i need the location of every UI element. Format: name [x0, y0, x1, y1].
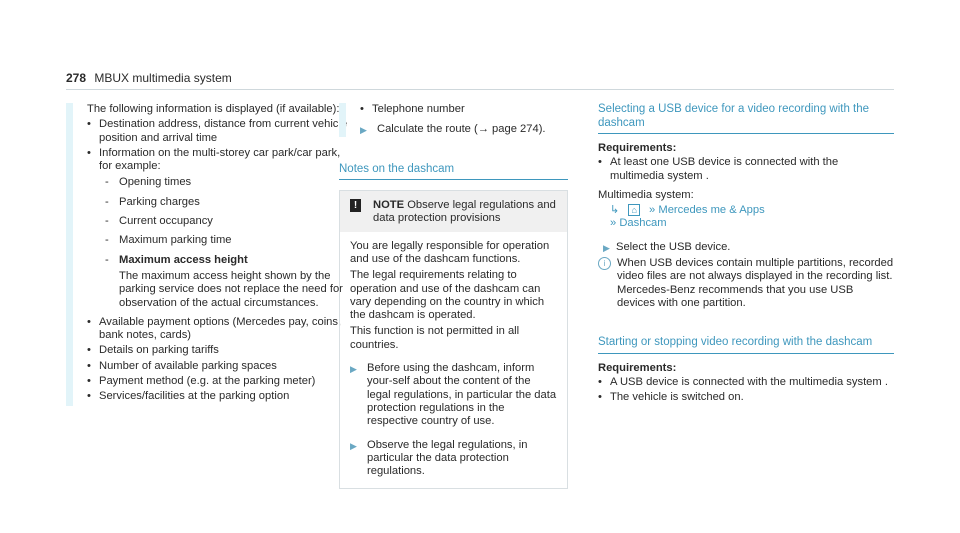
- max-height-desc: The maximum access height shown by the parking service does not replace the need for observation of the actual circumstances.: [119, 269, 343, 309]
- step-text: Calculate the route (→ page 274).: [377, 123, 546, 136]
- usb-section-title: Selecting a USB device for a video recording with the dashcam: [598, 103, 894, 134]
- path-arrow-icon: ↳: [610, 204, 620, 217]
- step-calc-route: [360, 123, 568, 136]
- step-arrow-icon: ▶: [603, 242, 610, 253]
- requirements-list: [598, 156, 894, 183]
- step-text: Select the USB device.: [616, 240, 731, 253]
- dashcam-notes-column: [339, 103, 568, 489]
- continuation-block: [339, 103, 568, 137]
- chevron-right-icon: »: [649, 204, 656, 217]
- info-text: When USB devices contain multiple partitions, recorded video files are not always displayed in the recording list. Mercedes-Benz recommends that you use USB devices with one partition.: [617, 257, 894, 309]
- step-select-usb: [598, 241, 894, 254]
- home-icon: ⌂: [628, 204, 639, 216]
- info-list: [87, 118, 349, 403]
- requirements-label: Requirements:: [598, 142, 677, 154]
- page-header: [66, 72, 232, 85]
- list-item: • A USB device is connected with the multimedia system .: [598, 376, 894, 389]
- menu-path-line2: [598, 217, 894, 230]
- sub-list-item: [105, 254, 349, 310]
- sub-list-item: - Maximum parking time: [105, 234, 349, 247]
- list-item: • At least one USB device is connected with the multimedia system .: [598, 156, 894, 183]
- note-text: Observe legal regulations and data protection provisions: [373, 199, 556, 225]
- recording-section-title: Starting or stopping video recording with the dashcam: [598, 336, 894, 354]
- max-height-heading: - Maximum access height: [119, 253, 248, 266]
- step-arrow-icon: ▶: [360, 125, 367, 136]
- step-arrow-icon: ▶: [350, 440, 357, 451]
- list-item: • Details on parking tariffs: [87, 344, 349, 357]
- step-text: Observe the legal regulations, in particular the data protection regulations.: [367, 438, 528, 478]
- step-arrow-icon: ▶: [350, 364, 357, 375]
- note-step: [350, 362, 557, 428]
- list-item: • Services/facilities at the parking option: [87, 390, 349, 403]
- list-item: • Available payment options (Mercedes pay, coins, bank notes, cards): [87, 316, 349, 343]
- note-paragraph: This function is not permitted in all countries.: [350, 325, 520, 351]
- note-body: [340, 232, 567, 489]
- menu-item-mercedes-me: Mercedes me & Apps: [658, 204, 765, 217]
- menu-path: [598, 204, 894, 217]
- requirements-list: [598, 376, 894, 405]
- sub-list-item: - Current occupancy: [105, 215, 349, 228]
- list-item: [87, 147, 349, 310]
- note-paragraph: You are legally responsible for operation and use of the dashcam functions.: [350, 239, 550, 265]
- note-step: [350, 439, 557, 479]
- note-paragraph: The legal requirements relating to operation and use of the dashcam can vary depending on the country in which the dashcam is operated.: [350, 269, 545, 322]
- note-header: [340, 191, 567, 232]
- note-box: [339, 190, 568, 489]
- multimedia-label: Multimedia system:: [598, 188, 694, 201]
- warning-icon: !: [350, 199, 361, 212]
- note-label: NOTE: [373, 199, 405, 212]
- list-item: • Telephone number: [360, 103, 568, 116]
- header-divider: [66, 89, 894, 90]
- info-icon: i: [598, 257, 611, 270]
- continuation-list: [360, 103, 568, 116]
- list-item-text: Information on the multi-storey car park/car park, for example:: [99, 146, 341, 173]
- list-item: • Number of available parking spaces: [87, 360, 349, 373]
- page-header-title: MBUX multimedia system: [94, 71, 232, 85]
- list-item: • The vehicle is switched on.: [598, 391, 894, 404]
- intro-text: The following information is displayed (if available):: [87, 103, 340, 115]
- page-number: 278: [66, 71, 87, 85]
- info-note: [598, 257, 894, 310]
- info-list-column: [66, 103, 349, 406]
- step-text: Before using the dashcam, inform your-self about the content of the legal regulations, in particular the data protection regulations in the respective country of use.: [367, 362, 557, 428]
- usb-dashcam-column: [598, 103, 894, 407]
- menu-item-dashcam: Dashcam: [619, 217, 667, 230]
- notes-section-title: Notes on the dashcam: [339, 163, 568, 181]
- sub-list-item: - Opening times: [105, 176, 349, 189]
- sub-list-item: - Parking charges: [105, 196, 349, 209]
- chevron-right-icon: »: [610, 217, 617, 230]
- list-item: • Payment method (e.g. at the parking meter): [87, 375, 349, 388]
- requirements-label: Requirements:: [598, 361, 677, 374]
- list-item: • Destination address, distance from current vehicle position and arrival time: [87, 118, 349, 145]
- sub-list: [99, 176, 349, 309]
